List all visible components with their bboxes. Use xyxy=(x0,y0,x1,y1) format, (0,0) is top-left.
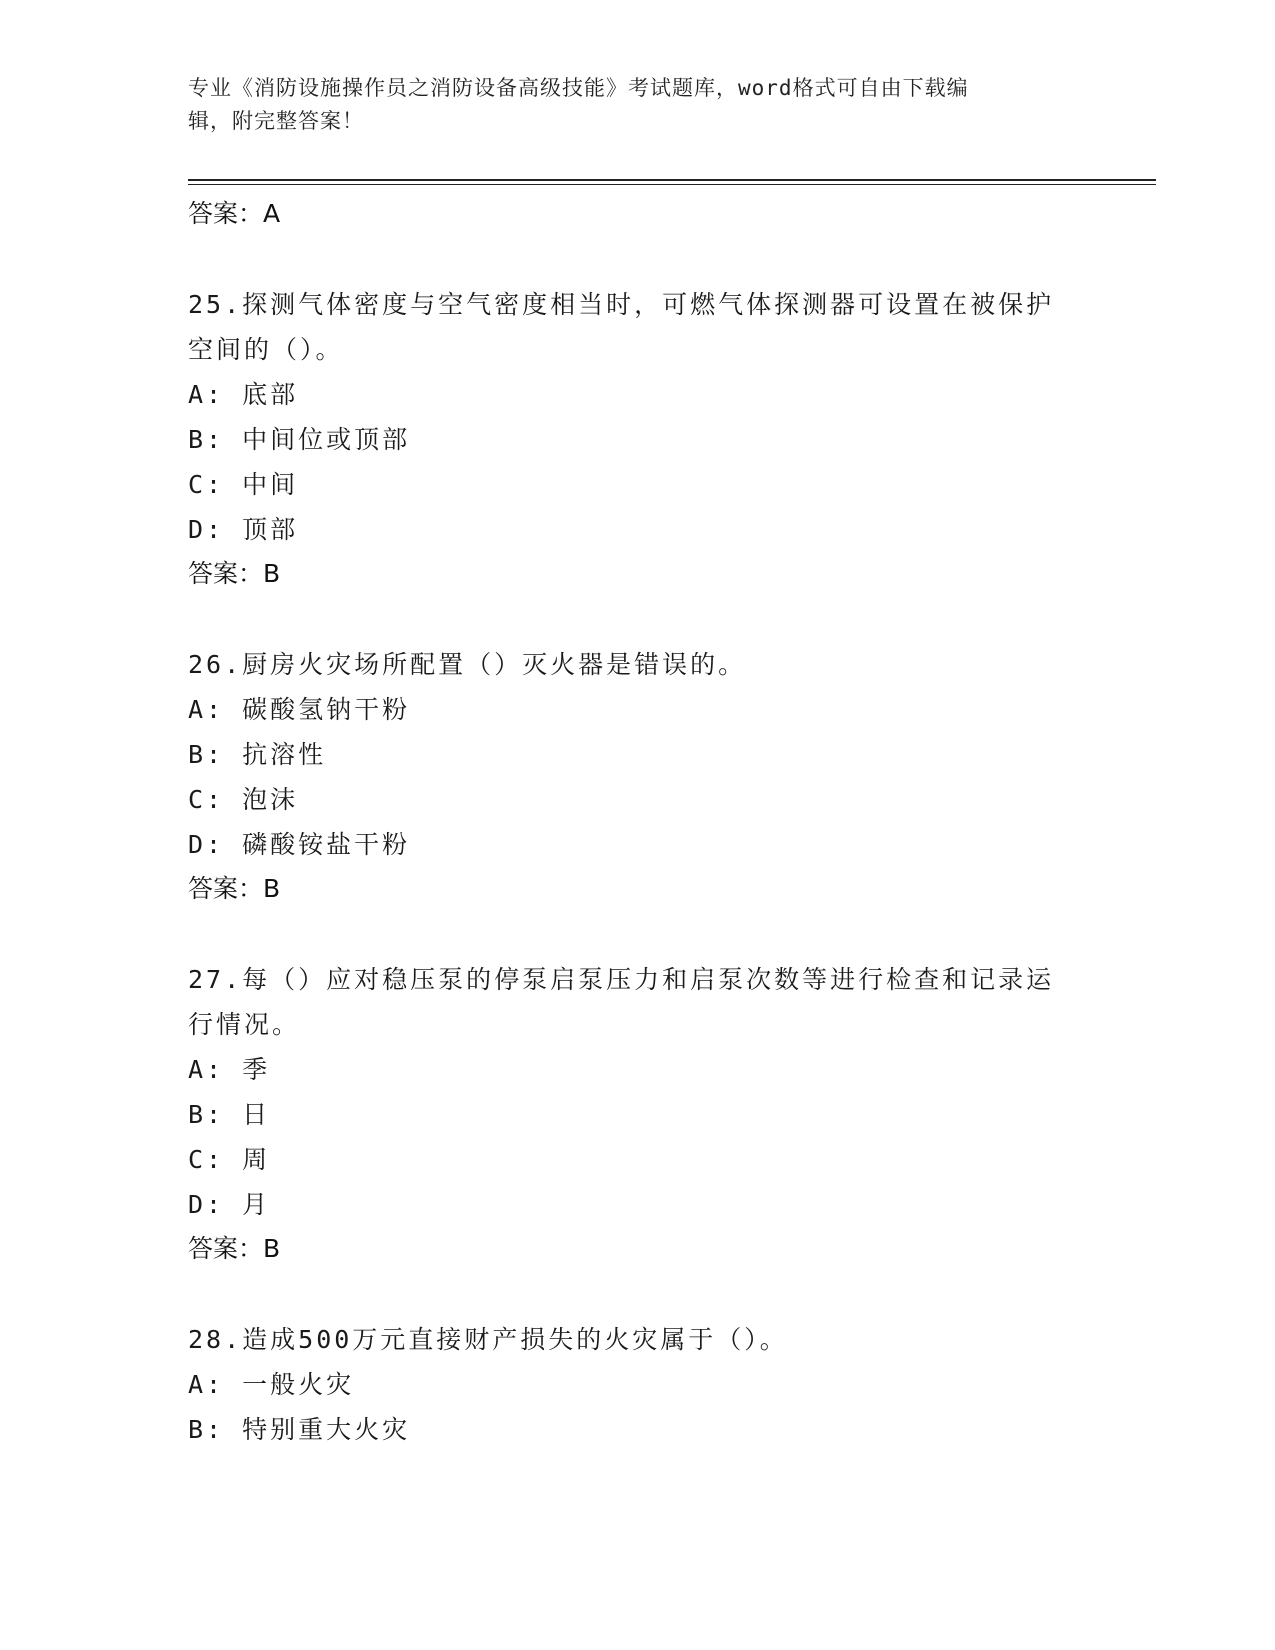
option-item xyxy=(188,507,1088,552)
answer-line: 答案：B xyxy=(188,1234,281,1263)
option-item xyxy=(188,417,1088,462)
option-item xyxy=(188,462,1088,507)
option-text: 一般火灾 xyxy=(242,1370,355,1399)
document-header xyxy=(188,72,1088,138)
question-block xyxy=(188,1317,1088,1452)
question-text: 空间的（）。 xyxy=(188,335,344,364)
option-item xyxy=(188,732,1088,777)
question-block xyxy=(188,282,1088,596)
answer-line: 答案：B xyxy=(188,559,281,588)
header-divider-thin xyxy=(188,184,1156,185)
question-text: 26.厨房火灾场所配置（）灭火器是错误的。 xyxy=(188,650,747,679)
option-key: B: xyxy=(188,1415,225,1444)
option-text: 特别重大火灾 xyxy=(242,1415,411,1444)
question-text: 28.造成500万元直接财产损失的火灾属于（）。 xyxy=(188,1325,788,1354)
option-key: D: xyxy=(188,515,225,544)
option-text: 底部 xyxy=(242,380,299,409)
option-key: A: xyxy=(188,1055,225,1084)
option-key: B: xyxy=(188,1100,225,1129)
option-text: 月 xyxy=(242,1190,271,1219)
question-block xyxy=(188,957,1088,1271)
option-item xyxy=(188,1362,1088,1407)
option-text: 磷酸铵盐干粉 xyxy=(242,830,411,859)
option-key: B: xyxy=(188,740,225,769)
question-block xyxy=(188,642,1088,911)
option-item xyxy=(188,1047,1088,1092)
questions-container xyxy=(188,282,1088,1452)
option-item xyxy=(188,1182,1088,1227)
option-item xyxy=(188,777,1088,822)
header-line-2: 辑，附完整答案！ xyxy=(188,109,364,133)
option-item xyxy=(188,1092,1088,1137)
question-text: 25.探测气体密度与空气密度相当时，可燃气体探测器可设置在被保护 xyxy=(188,290,1055,319)
option-item xyxy=(188,1137,1088,1182)
option-item xyxy=(188,372,1088,417)
option-text: 抗溶性 xyxy=(242,740,327,769)
question-list xyxy=(188,192,1088,1452)
question-text: 27.每（）应对稳压泵的停泵启泵压力和启泵次数等进行检查和记录运 xyxy=(188,965,1055,994)
question-text: 行情况。 xyxy=(188,1010,301,1039)
option-text: 顶部 xyxy=(242,515,299,544)
option-key: A: xyxy=(188,1370,225,1399)
option-key: C: xyxy=(188,470,225,499)
option-key: D: xyxy=(188,830,225,859)
option-item xyxy=(188,822,1088,867)
answer-line: 答案：B xyxy=(188,874,281,903)
option-text: 日 xyxy=(242,1100,271,1129)
option-item xyxy=(188,687,1088,732)
option-key: A: xyxy=(188,695,225,724)
header-line-1: 专业《消防设施操作员之消防设备高级技能》考试题库，word格式可自由下载编 xyxy=(188,76,969,100)
option-text: 中间 xyxy=(242,470,299,499)
option-item xyxy=(188,1407,1088,1452)
option-text: 周 xyxy=(242,1145,271,1174)
option-key: A: xyxy=(188,380,225,409)
option-key: B: xyxy=(188,425,225,454)
option-key: C: xyxy=(188,785,225,814)
header-divider-thick xyxy=(188,179,1156,181)
option-text: 中间位或顶部 xyxy=(242,425,411,454)
option-key: D: xyxy=(188,1190,225,1219)
option-text: 季 xyxy=(242,1055,271,1084)
option-text: 泡沫 xyxy=(242,785,299,814)
option-text: 碳酸氢钠干粉 xyxy=(242,695,411,724)
option-key: C: xyxy=(188,1145,225,1174)
answer-line: 答案：A xyxy=(188,199,281,228)
